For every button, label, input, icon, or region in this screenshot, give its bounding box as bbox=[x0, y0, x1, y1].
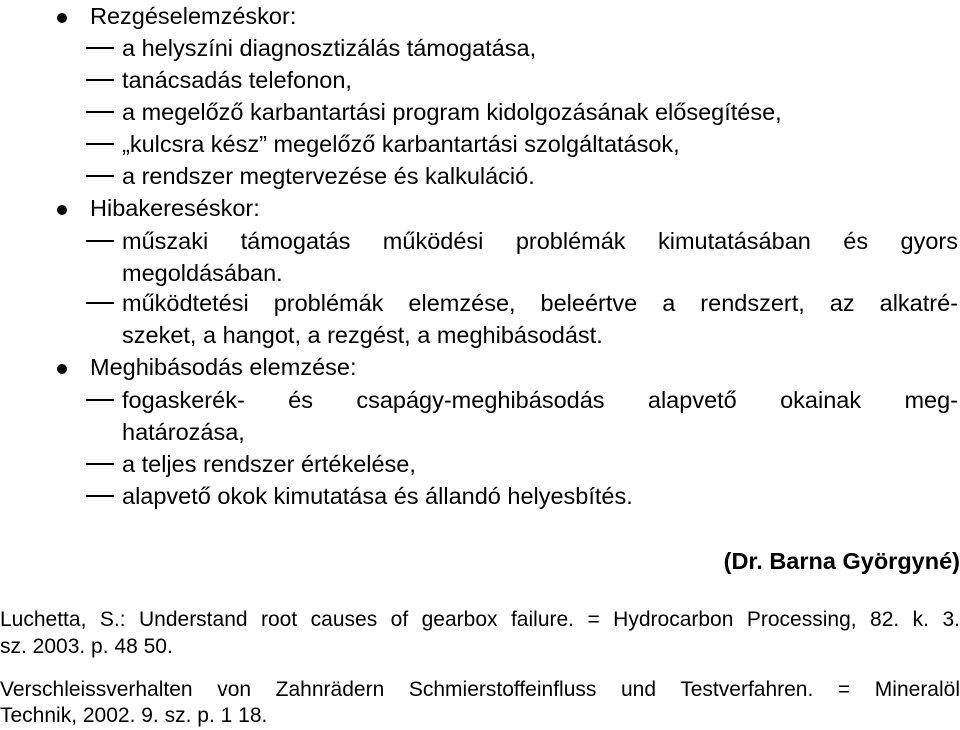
section-heading: Hibakereséskor: bbox=[90, 195, 260, 221]
dash-icon bbox=[86, 463, 114, 465]
dash-icon bbox=[86, 79, 114, 81]
bullet-dot-icon bbox=[57, 364, 67, 374]
dash-icon bbox=[86, 302, 114, 304]
dash-icon bbox=[86, 111, 114, 113]
bullet-dot-icon bbox=[57, 13, 67, 23]
list-item: fogaskerék- és csapágy-meghibásodás alapvető okainak meg- bbox=[122, 387, 958, 413]
reference-line: Technik, 2002. 9. sz. p. 1 18. bbox=[0, 704, 268, 727]
dash-icon bbox=[86, 240, 114, 242]
dash-icon bbox=[86, 143, 114, 145]
section-heading: Rezgéselemzéskor: bbox=[90, 3, 297, 29]
list-item: tanácsadás telefonon, bbox=[122, 67, 352, 93]
author-signature: (Dr. Barna Györgyné) bbox=[723, 548, 960, 574]
dash-icon bbox=[86, 495, 114, 497]
list-item-continuation: határozása, bbox=[122, 419, 245, 445]
bullet-dot-icon bbox=[57, 205, 67, 215]
dash-icon bbox=[86, 399, 114, 401]
list-item: „kulcsra kész” megelőző karbantartási szolgáltatások, bbox=[122, 131, 680, 157]
list-item: működtetési problémák elemzése, beleértve a rendszert, az alkatré- bbox=[122, 290, 958, 316]
reference-line: Verschleissverhalten von Zahnrädern Schmierstoffeinfluss und Testverfahren. = Mineralöl bbox=[0, 678, 960, 701]
list-item: a teljes rendszer értékelése, bbox=[122, 451, 416, 477]
reference-line: Luchetta, S.: Understand root causes of gearbox failure. = Hydrocarbon Processing, 82. k. 3. bbox=[0, 608, 960, 631]
reference-line: sz. 2003. p. 48 50. bbox=[0, 635, 173, 658]
list-item-continuation: megoldásában. bbox=[122, 260, 283, 286]
dash-icon bbox=[86, 47, 114, 49]
list-item-continuation: szeket, a hangot, a rezgést, a meghibásodást. bbox=[122, 322, 603, 348]
list-item: a rendszer megtervezése és kalkuláció. bbox=[122, 163, 535, 189]
list-item: alapvető okok kimutatása és állandó helyesbítés. bbox=[122, 483, 633, 509]
dash-icon bbox=[86, 175, 114, 177]
list-item: a helyszíni diagnosztizálás támogatása, bbox=[122, 35, 537, 61]
section-heading: Meghibásodás elemzése: bbox=[90, 354, 357, 380]
list-item: a megelőző karbantartási program kidolgozásának elősegítése, bbox=[122, 99, 782, 125]
list-item: műszaki támogatás működési problémák kimutatásában és gyors bbox=[122, 228, 958, 254]
